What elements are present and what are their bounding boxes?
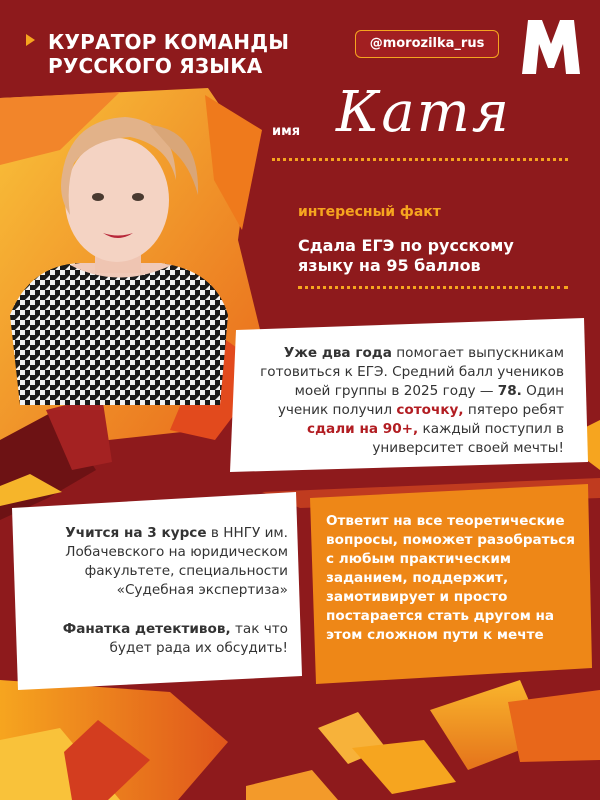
experience-years: Уже два года	[283, 345, 392, 361]
curator-photo	[0, 105, 238, 405]
fact-text: Сдала ЕГЭ по русскому языку на 95 баллов	[298, 236, 514, 275]
hundred-score-highlight: соточку,	[396, 402, 464, 418]
fact-label: интересный факт	[298, 204, 441, 220]
header-title-line1: КУРАТОР КОМАНДЫ	[48, 30, 290, 54]
ninety-plus-highlight: сдали на 90+,	[307, 421, 419, 437]
header-title-line2: РУССКОГО ЯЗЫКА	[48, 54, 263, 78]
divider-bottom	[298, 286, 568, 289]
name-label: имя	[272, 124, 301, 139]
arrow-right-icon	[26, 34, 35, 46]
divider-top	[272, 158, 568, 161]
social-handle[interactable]: @morozilka_rus	[355, 30, 499, 58]
header-title	[26, 30, 289, 78]
card-help-text: Ответит на все теоретические вопросы, поможет разобраться с любым практическим заданием, поддержит, замотивирует и просто постарается стать другом на этом сложном пути к мечте	[326, 513, 575, 643]
average-score: 78.	[497, 383, 522, 399]
card-study-text	[26, 524, 288, 658]
logo-m-icon	[520, 18, 582, 76]
hobby-paragraph: Фанатка детективов, так что будет рада их обсудить!	[62, 621, 288, 656]
card-experience-text: Уже два года помогает выпускникам готовиться к ЕГЭ. Средний балл учеников моей группы в 2025 году — 78. Один ученик получил соточку, пятеро ребят сдали на 90+, каждый поступил в университет своей мечты!	[260, 345, 564, 456]
study-paragraph: Учится на 3 курсе в ННГУ им. Лобачевского на юридическом факультете, специальности «Судебная экспертиза»	[65, 525, 288, 598]
name-value: Катя	[336, 80, 511, 145]
